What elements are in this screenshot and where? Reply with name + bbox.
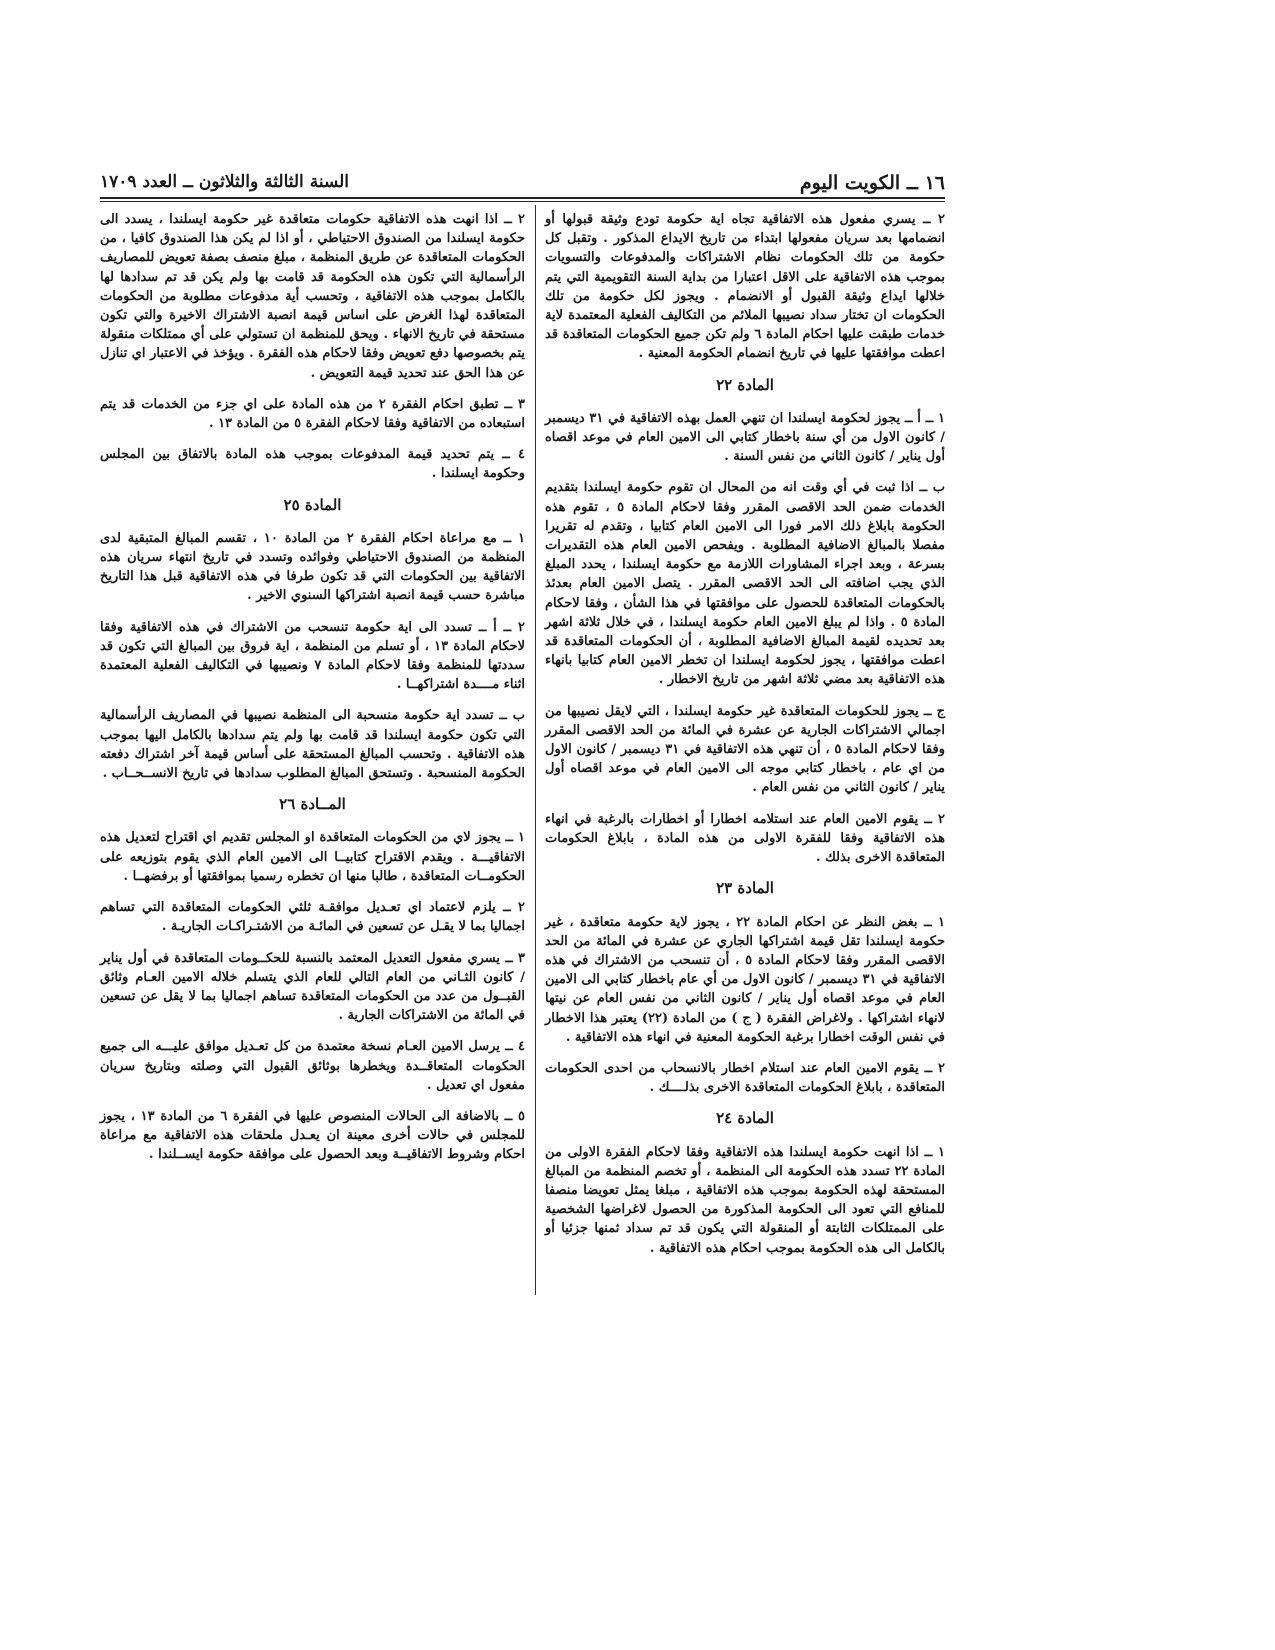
paragraph: ب ــ اذا ثبت في أي وقت انه من المحال ان تقوم حكومة ايسلندا بتقديم الخدمات ضمن الحد الاقصى المقرر وفقا لاحكام المادة ٥ ، تقوم هذه الحكومة بابلاغ ذلك الامر فورا الى الامين العام كتابيا ، وتقدم له تقريرا مفصلا بالمبالغ الاضافية المطلوبة . ويفحص الامين العام هذه التقديرات بسرعة ، وبعد اجراء المشاورات اللازمة مع حكومة ايسلندا ، يحدد المبلغ الذي يجب اضافته الى الحد الاقصى المقرر . يتصل الامين العام بعدئذ بالحكومات المتعاقدة للحصول على موافقتها في هذا الشأن ، وفقا لاحكام المادة ٥ . واذا لم يبلغ الامين العام حكومة ايسلندا ، في خلال ثلاثة اشهر بعد تحديده لقيمة المبالغ الاضافية المطلوبة ، أن الحكومات المتعاقدة قد اعطت موافقتها ، يجوز لحكومة ايسلندا ان تخطر الامين العام كتابيا بانهاء هذه الاتفاقية بعد مضي ثلاثة اشهر من تاريخ الاخطار . [545,480,945,688]
paragraph: ٢ ــ يقوم الامين العام عند استلام اخطار بالانسحاب من احدى الحكومات المتعاقدة ، بابلاغ الحكومات المتعاقدة الاخرى بذلــــك . [545,1060,945,1096]
article-25-title: المادة ٢٥ [283,495,342,514]
paragraph: ١ ــ يجوز لاي من الحكومات المتعاقدة او المجلس تقديم اي اقتراح لتعديل هذه الاتفاقيـــة . ويقدم الاقتراح كتابيــا الى الامين العام الذي يقوم بتوزيعه على الحكومــات المتعاقدة ، طالبا منها ان تخطره رسميا بموافقتها أو برفضهــا . [100,830,525,884]
page-title: ١٦ ــ الكويت اليوم [799,172,945,194]
paragraph: ٢ ــ أ ــ تسدد الى اية حكومة تنسحب من الاشتراك في هذه الاتفاقية وفقا لاحكام المادة ١٣ ، أو تسلم من المنظمة ، اية فروق بين المبالغ التي تكون قد سددتها للمنظمة وفقا لاحكام المادة ٧ ونصيبها في التكاليف الفعلية المعتمدة اثناء مــــدة اشتراكهــا . [100,619,525,693]
paragraph: ٤ ــ يتم تحديد قيمة المدفوعات بموجب هذه المادة بالاتفاق بين المجلس وحكومة ايسلندا . [100,447,525,482]
paragraph: ١ ــ أ ــ يجوز لحكومة ايسلندا ان تنهي العمل بهذه الاتفاقية في ٣١ ديسمبر / كانون الاول من أي سنة باخطار كتابي الى الامين العام في موعد اقصاه أول يناير / كانون الثاني من نفس السنة . [545,410,945,465]
paragraph: ١ ــ اذا انهت حكومة ايسلندا هذه الاتفاقية وفقا لاحكام الفقرة الاولى من المادة ٢٢ تسدد هذه الحكومة الى المنظمة ، أو تخصم المنظمة من المبالغ المستحقة لهذه الحكومة بموجب هذه الاتفاقية ، مبلغا يمثل تعويضا منصفا للمنافع التي تعود الى الحكومة المذكورة من الحصول لاغراضها الشخصية على الممتلكات الثابتة أو المنقولة التي يكون قد تم سداد ثمنها جزئيا أو بالكامل الى هذه الحكومة بموجب احكام هذه الاتفاقية . [545,1144,945,1256]
right-column [545,210,945,1270]
paragraph: ب ــ تسدد اية حكومة منسحبة الى المنظمة نصيبها في المصاريف الرأسمالية التي تكون حكومة ايسلندا قد قامت بها ولم يتم سدادها بالكامل اليها بموجب هذه الاتفاقية . وتحسب المبالغ المستحقة على أساس قيمة آخر اشتراك دفعته الحكومة المنسحبة . وتستحق المبالغ المطلوب سدادها في تاريخ الانســحــاب . [100,708,525,782]
article-24-title: المادة ٢٤ [716,1109,774,1128]
page-header [100,172,945,198]
paragraph: ٣ ــ يسري مفعول التعديل المعتمد بالنسبة للحكــومات المتعاقدة في أول يناير / كانون الثـاني من العام التالي للعام الذي يتسلم خلاله الامين العـام وثائق القبــول من عدد من الحكومات المتعاقدة تساهم اجماليا بما لا يقل عن تسعين في المائة من الاشتراكات الجارية . [100,950,525,1024]
paragraph: ٢ ــ يقوم الامين العام عند استلامه اخطارا أو اخطارات بالرغبة في انهاء هذه الاتفاقية وفقا للفقرة الاولى من هذه المادة ، بابلاغ الحكومات المتعاقدة الاخرى بذلك . [545,811,945,866]
paragraph: ٢ ــ يسري مفعول هذه الاتفاقية تجاه اية حكومة تودع وثيقة قبولها أو انضمامها بعد سريان مفعولها ابتداء من تاريخ الايداع المذكور . وتقبل كل حكومة من تلك الحكومات نظام الاشتراكات والمدفوعات والتسويات بموجب هذه الاتفاقية على الاقل اعتبارا من بداية السنة التقويمية التي يتم خلالها ايداع وثيقة القبول أو الانضمام . ويجوز لكل حكومة من تلك الحكومات ان تختار سداد نصيبها الملائم من التكاليف الفعلية المعتمدة لاية خدمات طبقت عليها احكام المادة ٦ ولم تكن جميع الحكومات المتعاقدة قد اعطت موافقتها عليها في تاريخ انضمام الحكومة المعنية . [545,212,945,362]
article-23-title: المادة ٢٣ [716,879,774,898]
column-divider [535,205,536,1295]
paragraph: ج ــ يجوز للحكومات المتعاقدة غير حكومة ايسلندا ، التي لايقل نصيبها من اجمالي الاشتراكات الجارية عن عشرة في المائة من الحد الاقصى المقرر وفقا لاحكام المادة ٥ ، أن تنهي هذه الاتفاقية في ٣١ ديسمبر / كانون الاول من اي عام ، باخطار كتابي موجه الى الامين العام في موعد اقصاه أول يناير / كانون الثاني من نفس العام . [545,703,945,796]
paragraph: ١ ــ مع مراعاة احكام الفقرة ٢ من المادة ١٠ ، تقسم المبالغ المتبقية لدى المنظمة من الصندوق الاحتياطي وفوائده وتسدد في تاريخ انتهاء سريان هذه الاتفاقية بين الحكومات التي قد تكون طرفا في هذه الاتفاقية قبل هذا التاريخ مباشرة حسب قيمة انصبة اشتراكها السنوي الاخير . [100,530,526,604]
paragraph: ٢ ــ يلزم لاعتماد اي تعـديل موافقـة ثلثي الحكومات المتعاقدة التي تساهم اجماليا بما لا يقـل عن تسعين في المائـة من الاشتـراكـات الجاريـة . [100,900,525,935]
paragraph: ٣ ــ تطبق احكام الفقرة ٢ من هذه المادة على اي جزء من الخدمات قد يتم استبعاده من الاتفاقية وفقا لاحكام الفقرة ٥ من المادة ١٣ . [100,396,525,432]
header-rule-secondary [100,201,945,202]
article-22-title: المادة ٢٢ [716,375,774,394]
article-26-title: المــادة ٢٦ [279,795,346,814]
paragraph: ٥ ــ بالاضافة الى الحالات المنصوص عليها في الفقرة ٦ من المادة ١٣ ، يجوز للمجلس في حالات أخرى معينة ان يعـدل ملحقات هذه الاتفاقية مع مراعاة احكام وشروط الاتفاقيــة وبعد الحصول على موافقة حكومة ايســلندا . [100,1108,525,1163]
issue-info: السنة الثالثة والثلاثون ــ العدد ١٧٠٩ [100,172,350,192]
left-column [100,210,525,1177]
header-rule [100,197,945,199]
paragraph: ١ ــ بغض النظر عن احكام المادة ٢٢ ، يجوز لاية حكومة متعاقدة ، غير حكومة ايسلندا تقل قيمة اشتراكها الجاري عن عشرة في المائة من الحد الاقصى المقرر وفقا لاحكام المادة ٥ ، أن تنسحب من الاشتراك في هذه الاتفاقية في ٣١ ديسمبر / كانون الاول من أي عام باخطار كتابي الى الامين العام في موعد اقصاه أول يناير / كانون الثاني من نفس العام عن نيتها لانهاء اشتراكها . ولاغراض الفقرة ( ج ) من المادة (٢٢) يعتبر هذا الاخطار في نفس الوقت اخطارا برغبة الحكومة المعنية في انهاء هذه الاتفاقية . [545,914,946,1045]
paragraph: ٢ ــ اذا انهت هذه الاتفاقية حكومات متعاقدة غير حكومة ايسلندا ، يسدد الى حكومة ايسلندا من الصندوق الاحتياطي ، أو اذا لم يكن هذا الصندوق كافيا ، من الحكومات المتعاقدة عن طريق المنظمة ، مبلغ منصف بصفة تعويض للمصاريف الرأسمالية التي تكون هذه الحكومة قد قامت بها ولم يكن قد تم سدادها لها بالكامل بموجب هذه الاتفاقية ، وتحسب أية مدفوعات مطلوبة من الحكومات المتعاقدة لهذا الغرض على اساس قيمة انصبة الاشتراك الاخيرة والتي تكون مستحقة في تاريخ الانهاء . ويحق للمنظمة ان تستولي على أي ممتلكات منقولة يتم بخصوصها دفع تعويض وفقا لاحكام هذه الفقرة . ويؤخذ في الاعتبار اي تنازل عن هذا الحق عند تحديد قيمة التعويض . [100,212,525,381]
paragraph: ٤ ــ يرسل الامين العـام نسخة معتمدة من كل تعـديل موافق عليـــه الى جميع الحكومات المتعاقــدة ويخطرها بوثائق القبول التي وصلته وبتاريخ سريان مفعول اي تعديل . [100,1039,525,1093]
